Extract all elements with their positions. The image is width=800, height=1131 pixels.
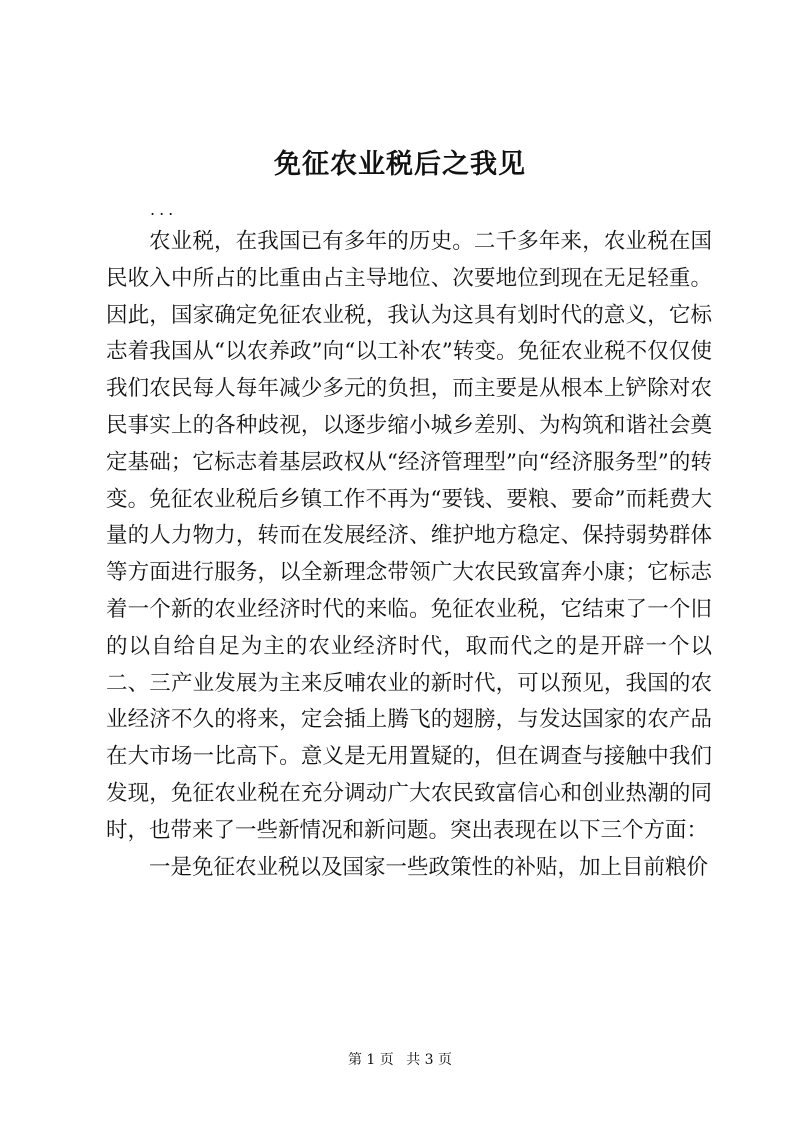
page-total: 共 3 页 [406, 1052, 453, 1068]
page-footer [0, 1049, 800, 1069]
page-number: 第 1 页 [347, 1052, 394, 1068]
body-paragraph-1: 农业税，在我国已有多年的历史。二千多年来，农业税在国民收入中所占的比重由占主导地位、次要地位到现在无足轻重。因此，国家确定免征农业税，我认为这具有划时代的意义，它标志着我国从“以农养政”向“以工补农”转变。免征农业税不仅仅使我们农民每人每年减少多元的负担，而主要是从根本上铲除对农民事实上的各种歧视，以逐步缩小城乡差别、为构筑和谐社会奠定基础；它标志着基层政权从“经济管理型”向“经济服务型”的转变。免征农业税后乡镇工作不再为“要钱、要粮、要命”而耗费大量的人力物力，转而在发展经济、维护地方稳定、保持弱势群体等方面进行服务，以全新理念带领广大农民致富奔小康；它标志着一个新的农业经济时代的来临。免征农业税，它结束了一个旧的以自给自足为主的农业经济时代，取而代之的是开辟一个以二、三产业发展为主来反哺农业的新时代，可以预见，我国的农业经济不久的将来，定会插上腾飞的翅膀，与发达国家的农产品在大市场一比高下。意义是无用置疑的，但在调查与接触中我们发现，免征农业税在充分调动广大农民致富信心和创业热潮的同时，也带来了一些新情况和新问题。突出表现在以下三个方面： [106, 229, 712, 843]
body-paragraph-2: 一是免征农业税以及国家一些政策性的补贴，加上目前粮价 [149, 854, 709, 880]
document-title: 免征农业税后之我见 [274, 149, 526, 180]
ellipsis-marker: ... [150, 200, 178, 219]
document-body [106, 224, 712, 886]
